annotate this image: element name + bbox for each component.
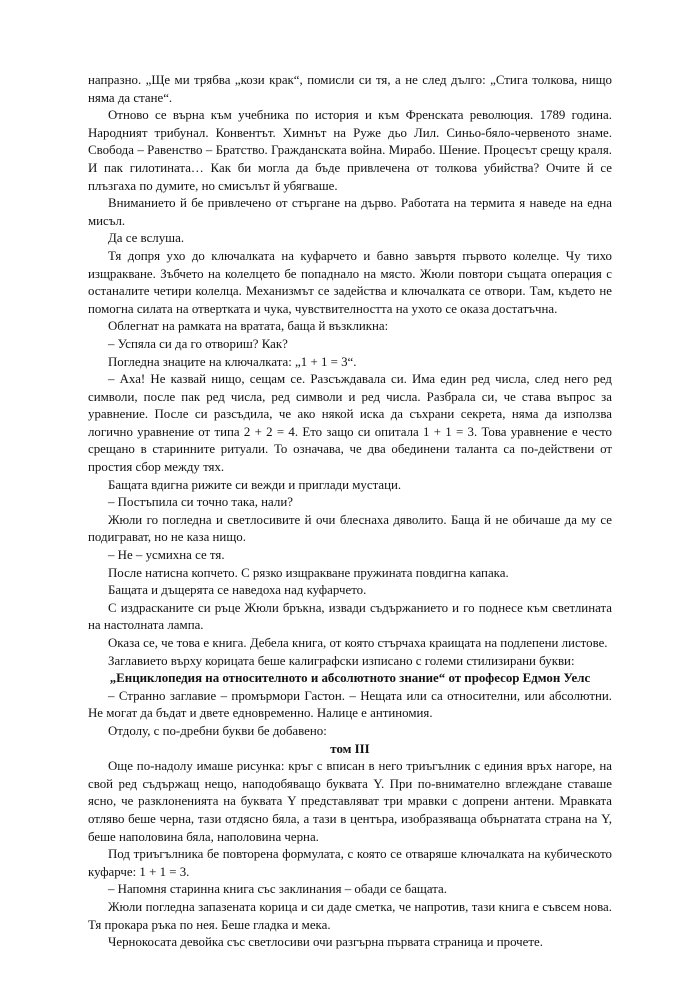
paragraph: Още по-надолу имаше рисунка: кръг с вписан в него триъгълник с единия връх нагоре, на свой ред съдържащ нещо, наподобяващо буквата Y. При по-внимателно вглеждане ставаше ясно, че разклоненията на буквата Y представляват три мравки с допрени антени. Мравката отляво беше черна, тази отдясно бяла, а тази в центъра, изобразяваща обърнатата страна на Y, беше наполовина бяла, наполовина черна. [88, 759, 612, 844]
paragraph: напразно. „Ще ми трябва „кози крак“, помисли си тя, а не след дълго: „Стига толкова, нищо няма да стане“. [88, 73, 612, 105]
paragraph: Жюли го погледна и светлосивите й очи блеснаха дяволито. Баща й не обичаше да му се подиграват, но не каза нищо. [88, 512, 612, 545]
paragraph: Бащата и дъщерята се наведоха над куфарчето. [108, 583, 367, 598]
paragraph: Вниманието й бе привлечено от стъргане на дърво. Работата на термита я наведе на една мисъл. [88, 196, 612, 228]
paragraph: Отдолу, с по-дребни букви бе добавено: [108, 723, 327, 738]
book-title: „Енциклопедия на относителното и абсолютното знание“ от професор Едмон Уелс [109, 671, 591, 686]
book-page [88, 72, 612, 952]
paragraph: Чернокосата девойка със светлосиви очи разгърна първата страница и прочете. [108, 935, 543, 950]
paragraph: С издрасканите си ръце Жюли бръкна, извади съдържанието и го поднесе към светлината на настолната лампа. [88, 600, 612, 633]
paragraph: Жюли погледна запазената корица и си даде сметка, че напротив, тази книга е съвсем нова. Тя прокара ръка по нея. Беше гладка и мека. [88, 899, 612, 932]
paragraph: – Успяла си да го отвориш? Как? [108, 336, 288, 351]
paragraph: – Напомня старинна книга със заклинания – обади се бащата. [108, 882, 447, 897]
paragraph: Да се вслуша. [108, 231, 185, 246]
paragraph: Отново се върна към учебника по история и към Френската революция. 1789 година. Народният трибунал. Конвентът. Химнът на Руже дьо Лил. Синьо-бяло-червеното знаме. Свобода – Равенство – Братство. Гражданската война. Мирабо. Шение. Процесът срещу краля. И пак гилотината… Как би могла да бъде привлечена от толкова убийства? Очите й се плъзгаха по думите, но смисълът й убягваше. [88, 108, 612, 193]
paragraph: – Странно заглавие – промърмори Гастон. – Нещата или са относителни, или абсолютни. Не могат да бъдат и двете едновременно. Налице е антиномия. [88, 688, 612, 721]
paragraph: Погледна знаците на ключалката: „1 + 1 = 3“. [108, 354, 357, 369]
paragraph: Заглавието върху корицата беше калиграфски изписано с големи стилизирани букви: [108, 653, 575, 668]
paragraph: – Не – усмихна се тя. [108, 548, 225, 563]
paragraph: Оказа се, че това е книга. Дебела книга, от която стърчаха краищата на подлепени листове. [108, 636, 608, 650]
paragraph: Бащата вдигна рижите си вежди и приглади мустаци. [108, 477, 402, 492]
paragraph: Под триъгълника бе повторена формулата, с която се отваряше ключалката на кубическото куфарче: 1 + 1 = 3. [88, 847, 612, 879]
paragraph: Тя допря ухо до ключалката на куфарчето и бавно завъртя първото колелце. Чу тихо изщракване. Зъбчето на колелцето бе попаднало на място. Жюли повтори същата операция с останалите четири колелца. Механизмът се задейства и ключалката се отвори. Там, където не помогна силата на отвертката и чука, чувствителността на ухото се оказа достатъчна. [88, 248, 612, 316]
paragraph: После натисна копчето. С рязко изщракване пружината повдигна капака. [108, 565, 509, 580]
paragraph: Облегнат на рамката на вратата, баща й възкликна: [108, 319, 389, 334]
paragraph: – Постъпила си точно така, нали? [108, 495, 293, 510]
paragraph: – Аха! Не казвай нищо, сещам се. Разсъждавала си. Има един ред числа, след него ред символи, после пак ред числа, ред символи и ред числа. Разбрала си, че става въпрос за уравнение. После си разсъдила, че ако някой иска да съхрани секрета, няма да използва логично уравнение от типа 2 + 2 = 4. Ето защо си опитала 1 + 1 = 3. Това уравнение е често срещано в старинните ритуали. То означава, че два обединени таланта са по-действени от простия сбор между тях. [88, 372, 612, 475]
volume-label: том III [330, 741, 370, 756]
